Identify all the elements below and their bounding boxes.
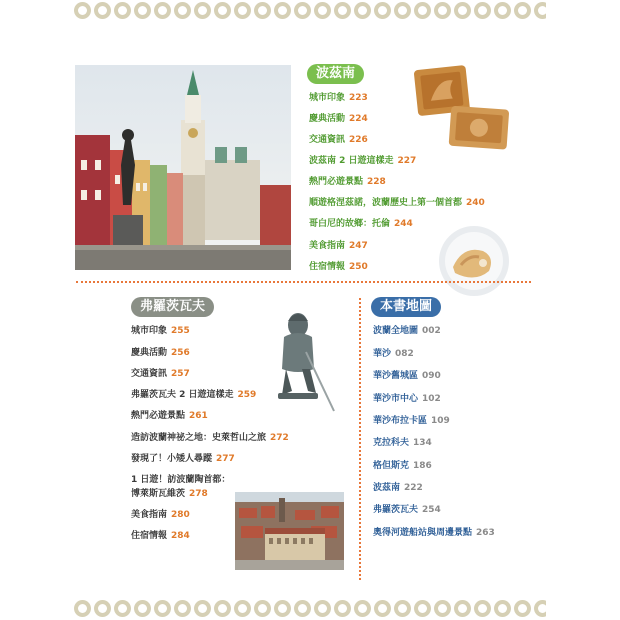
ring-ornament xyxy=(354,600,371,617)
toc-entry[interactable] xyxy=(131,408,208,421)
map-entry[interactable] xyxy=(373,525,495,538)
entry-page: 280 xyxy=(171,510,190,520)
ring-ornament xyxy=(174,600,191,617)
map-entry[interactable] xyxy=(373,368,441,381)
ring-ornament xyxy=(154,2,171,19)
section-divider-horizontal xyxy=(76,281,531,283)
ring-ornament xyxy=(374,2,391,19)
entry-page: 134 xyxy=(413,438,432,448)
entry-label: 克拉科夫 xyxy=(373,438,410,448)
toc-entry[interactable] xyxy=(131,345,190,358)
entry-label: 熱門必遊景點 xyxy=(131,411,186,421)
ring-ornament xyxy=(434,600,451,617)
section-divider-vertical xyxy=(359,298,361,580)
toc-entry[interactable] xyxy=(131,486,208,499)
entry-page: 247 xyxy=(349,241,368,251)
map-entry[interactable] xyxy=(373,323,441,336)
toc-entry[interactable] xyxy=(309,195,485,208)
ring-ornament xyxy=(454,2,471,19)
entry-label: 美食指南 xyxy=(309,241,346,251)
entry-page: 090 xyxy=(422,371,441,381)
map-entry[interactable] xyxy=(373,391,441,404)
entry-label: 住宿情報 xyxy=(309,262,346,272)
ring-ornament xyxy=(474,2,491,19)
wroclaw-aerial-photo xyxy=(235,492,344,570)
entry-label: 奧得河遊船站與周邊景點 xyxy=(373,528,473,538)
maps-title: 本書地圖 xyxy=(371,297,441,317)
ring-ornament xyxy=(274,600,291,617)
ring-ornament xyxy=(194,600,211,617)
top-border-pattern xyxy=(74,0,546,22)
entry-page: 254 xyxy=(422,505,441,515)
ring-ornament xyxy=(134,600,151,617)
ring-ornament xyxy=(534,2,546,19)
entry-label: 住宿情報 xyxy=(131,531,168,541)
ring-ornament xyxy=(214,2,231,19)
entry-page: 284 xyxy=(171,531,190,541)
entry-label: 哥白尼的故鄉：托倫 xyxy=(309,219,391,229)
entry-label: 波蘭全地圖 xyxy=(373,326,419,336)
entry-page: 250 xyxy=(349,262,368,272)
ring-ornament xyxy=(514,2,531,19)
entry-page: 257 xyxy=(171,369,190,379)
ring-ornament xyxy=(494,2,511,19)
ring-ornament xyxy=(154,600,171,617)
ring-ornament xyxy=(394,600,411,617)
bottom-border-pattern xyxy=(74,598,546,620)
map-entry[interactable] xyxy=(373,435,432,448)
entry-label: 華沙 xyxy=(373,349,392,359)
entry-page: 256 xyxy=(171,348,190,358)
toc-entry[interactable] xyxy=(309,174,386,187)
toc-entry[interactable] xyxy=(131,430,289,443)
ring-ornament xyxy=(74,600,91,617)
ring-ornament xyxy=(274,2,291,19)
ring-ornament xyxy=(294,600,311,617)
ring-ornament xyxy=(314,2,331,19)
toc-entry[interactable] xyxy=(131,472,234,485)
entry-label: 慶典活動 xyxy=(309,114,346,124)
entry-page: 244 xyxy=(394,219,413,229)
ring-ornament xyxy=(134,2,151,19)
ring-ornament xyxy=(334,2,351,19)
toc-entry[interactable] xyxy=(131,323,190,336)
ring-ornament xyxy=(234,2,251,19)
ring-ornament xyxy=(94,600,111,617)
ring-ornament xyxy=(174,2,191,19)
entry-page: 240 xyxy=(466,198,485,208)
ring-ornament xyxy=(314,600,331,617)
entry-page: 186 xyxy=(413,461,432,471)
entry-label: 華沙舊城區 xyxy=(373,371,419,381)
toc-entry[interactable] xyxy=(131,451,235,464)
ring-ornament xyxy=(114,600,131,617)
ring-ornament xyxy=(394,2,411,19)
entry-page: 272 xyxy=(270,433,289,443)
ring-ornament xyxy=(254,2,271,19)
map-entry[interactable] xyxy=(373,413,450,426)
entry-page: 227 xyxy=(397,156,417,166)
entry-label: 博萊斯瓦維茨 xyxy=(131,489,186,499)
entry-label: 弗羅茨瓦夫 xyxy=(373,505,419,515)
wroclaw-title: 弗羅茨瓦夫 xyxy=(131,297,214,317)
entry-label: 城市印象 xyxy=(131,326,168,336)
map-entry[interactable] xyxy=(373,458,432,471)
entry-label: 發現了！小矮人尋蹤 xyxy=(131,454,213,464)
entry-page: 228 xyxy=(367,177,386,187)
entry-label: 弗羅茨瓦夫 2 日遊這樣走 xyxy=(131,390,234,400)
toc-entry[interactable] xyxy=(131,528,190,541)
entry-page: 102 xyxy=(422,394,441,404)
ring-ornament xyxy=(494,600,511,617)
entry-label: 造訪波蘭神祕之地：史萊哲山之旅 xyxy=(131,433,267,443)
ring-ornament xyxy=(214,600,231,617)
map-entry[interactable] xyxy=(373,346,414,359)
ring-ornament xyxy=(474,600,491,617)
ring-ornament xyxy=(294,2,311,19)
entry-label: 華沙市中心 xyxy=(373,394,419,404)
entry-page: 224 xyxy=(349,114,368,124)
entry-label: 華沙布拉卡區 xyxy=(373,416,428,426)
ring-ornament xyxy=(334,600,351,617)
entry-page: 278 xyxy=(189,489,208,499)
ring-ornament xyxy=(414,2,431,19)
toc-entry[interactable] xyxy=(309,90,368,103)
toc-entry[interactable] xyxy=(309,216,413,229)
entry-page: 226 xyxy=(349,135,368,145)
ring-ornament xyxy=(234,600,251,617)
entry-label: 美食指南 xyxy=(131,510,168,520)
toc-entry[interactable] xyxy=(131,366,190,379)
entry-label: 格但斯克 xyxy=(373,461,410,471)
entry-page: 263 xyxy=(476,528,495,538)
entry-label: 慶典活動 xyxy=(131,348,168,358)
entry-page: 109 xyxy=(431,416,450,426)
ring-ornament xyxy=(354,2,371,19)
ring-ornament xyxy=(74,2,91,19)
entry-label: 熱門必遊景點 xyxy=(309,177,364,187)
toc-entry[interactable] xyxy=(309,259,368,272)
toc-entry[interactable] xyxy=(309,132,368,145)
entry-label: 城市印象 xyxy=(309,93,346,103)
toc-entry[interactable] xyxy=(309,111,368,124)
toc-entry[interactable] xyxy=(131,387,256,400)
ring-ornament xyxy=(514,600,531,617)
map-entry[interactable] xyxy=(373,480,423,493)
dwarf-statue-photo xyxy=(276,307,338,417)
entry-page: 255 xyxy=(171,326,190,336)
toc-entry[interactable] xyxy=(309,153,416,166)
entry-label: 順遊格涅茲諾，波蘭歷史上第一個首都 xyxy=(309,198,463,208)
ring-ornament xyxy=(414,600,431,617)
ring-ornament xyxy=(374,600,391,617)
entry-label: 1 日遊！訪波蘭陶首都： xyxy=(131,475,231,485)
gingerbread-cookies-photo xyxy=(408,62,516,154)
toc-entry[interactable] xyxy=(131,507,190,520)
entry-page: 261 xyxy=(189,411,208,421)
entry-label: 交通資訊 xyxy=(131,369,168,379)
ring-ornament xyxy=(194,2,211,19)
entry-label: 波茲南 xyxy=(373,483,401,493)
entry-page: 277 xyxy=(216,454,235,464)
food-plate-photo xyxy=(437,225,512,298)
entry-label: 波茲南 2 日遊這樣走 xyxy=(309,156,394,166)
ring-ornament xyxy=(454,600,471,617)
entry-page: 259 xyxy=(237,390,257,400)
entry-page: 082 xyxy=(395,349,414,359)
poznan-title: 波茲南 xyxy=(307,64,364,84)
ring-ornament xyxy=(254,600,271,617)
map-entry[interactable] xyxy=(373,502,441,515)
entry-label: 交通資訊 xyxy=(309,135,346,145)
ring-ornament xyxy=(94,2,111,19)
entry-page: 002 xyxy=(422,326,441,336)
ring-ornament xyxy=(534,600,546,617)
entry-page: 222 xyxy=(404,483,423,493)
entry-page: 223 xyxy=(349,93,368,103)
ring-ornament xyxy=(434,2,451,19)
toc-entry[interactable] xyxy=(309,238,368,251)
ring-ornament xyxy=(114,2,131,19)
poznan-town-hall-photo xyxy=(75,65,291,270)
